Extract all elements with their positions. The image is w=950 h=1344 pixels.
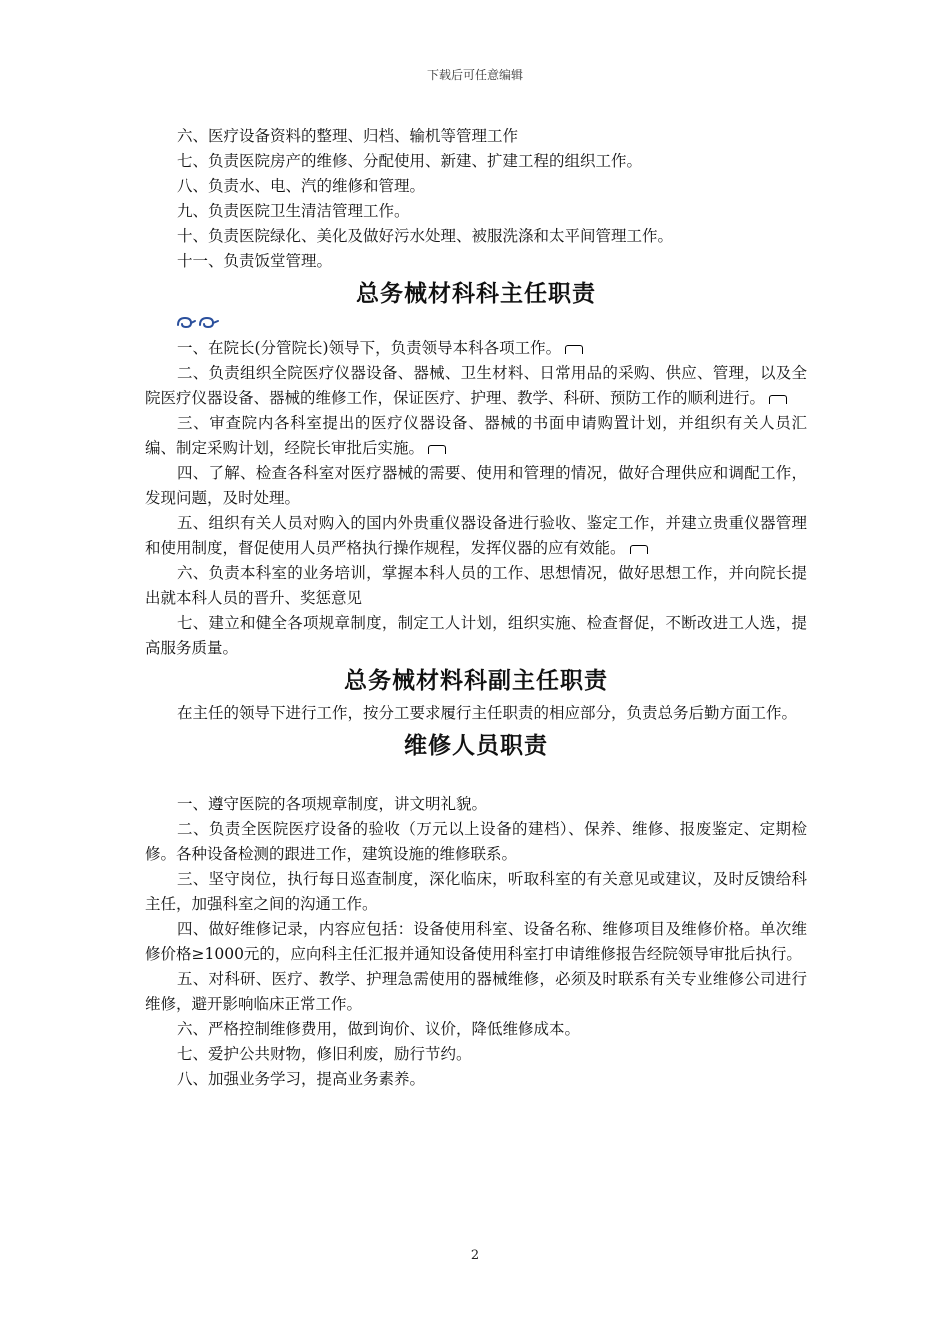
intro-item: 九、负责医院卫生清洁管理工作。 [177, 202, 410, 220]
duty-item: 七、爱护公共财物，修旧利废，励行节约。 [177, 1045, 472, 1063]
spacer [145, 766, 807, 792]
section-title-director: 总务械材科科主任职责 [356, 281, 596, 307]
page-header-note: 下载后可任意编辑 [426, 68, 523, 82]
section-title-deputy-director: 总务械材料科副主任职责 [344, 668, 608, 694]
page-number: 2 [470, 1248, 480, 1263]
duty-item: 一、在院长(分管院长)领导下，负责领导本科各项工作。 [145, 336, 807, 361]
duty-item: 六、负责本科室的业务培训，掌握本科人员的工作、思想情况，做好思想工作，并向院长提出就本科人员的晋升、奖惩意见 [145, 564, 807, 607]
intro-item: 六、医疗设备资料的整理、归档、输机等管理工作 [177, 127, 519, 145]
duty-item: 四、做好维修记录，内容应包括：设备使用科室、设备名称、维修项目及维修价格。单次维修价格≥1000元的，应向科主任汇报并通知设备使用科室打申请维修报告经院领导审批后执行。 [145, 920, 807, 963]
intro-item: 七、负责医院房产的维修、分配使用、新建、扩建工程的组织工作。 [177, 152, 643, 170]
section-title-maintenance-staff: 维修人员职责 [404, 733, 548, 759]
duty-item: 三、坚守岗位，执行每日巡查制度，深化临床，听取科室的有关意见或建议，及时反馈给科主任，加强科室之间的沟通工作。 [145, 870, 807, 913]
paragraph-mark-icon [769, 395, 787, 404]
duty-item: 六、严格控制维修费用，做到询价、议价，降低维修成本。 [177, 1020, 581, 1038]
duty-item: 五、组织有关人员对购入的国内外贵重仪器设备进行验收、鉴定工作，并建立贵重仪器管理和使用制度，督促使用人员严格执行操作规程，发挥仪器的应有效能。 [145, 514, 807, 557]
duty-item: 七、建立和健全各项规章制度，制定工人计划，组织实施、检查督促，不断改进工人选，提高服务质量。 [145, 614, 807, 657]
duty-item: 二、负责组织全院医疗仪器设备、器械、卫生材料、日常用品的采购、供应、管理，以及全院医疗仪器设备、器械的维修工作，保证医疗、护理、教学、科研、预防工作的顺利进行。 [145, 364, 807, 407]
duty-item: 三、审查院内各科室提出的医疗仪器设备、器械的书面申请购置计划，并组织有关人员汇编、制定采购计划，经院长审批后实施。 [145, 414, 807, 457]
duty-item: 五、对科研、医疗、教学、护理急需使用的器械维修，必须及时联系有关专业维修公司进行维修，避开影响临床正常工作。 [145, 970, 807, 1013]
document-body [145, 124, 807, 1092]
duty-item: 四、了解、检查各科室对医疗器械的需要、使用和管理的情况，做好合理供应和调配工作，发现问题，及时处理。 [145, 464, 807, 507]
intro-item: 十、负责医院绿化、美化及做好污水处理、被服洗涤和太平间管理工作。 [177, 227, 674, 245]
paragraph-mark-icon [630, 545, 648, 554]
intro-item: 十一、负责饭堂管理。 [177, 252, 333, 270]
duty-item: 一、遵守医院的各项规章制度，讲文明礼貌。 [177, 795, 488, 813]
decorative-ornament-icon [145, 314, 807, 336]
paragraph-mark-icon [428, 445, 446, 454]
paragraph-mark-icon [565, 345, 583, 354]
duty-item: 二、负责全医院医疗设备的验收（万元以上设备的建档）、保养、维修、报废鉴定、定期检修。各种设备检测的跟进工作，建筑设施的维修联系。 [145, 820, 807, 863]
intro-item: 八、负责水、电、汽的维修和管理。 [177, 177, 426, 195]
duty-item: 八、加强业务学习，提高业务素养。 [177, 1070, 426, 1088]
duty-item: 在主任的领导下进行工作，按分工要求履行主任职责的相应部分，负责总务后勤方面工作。 [177, 704, 798, 722]
